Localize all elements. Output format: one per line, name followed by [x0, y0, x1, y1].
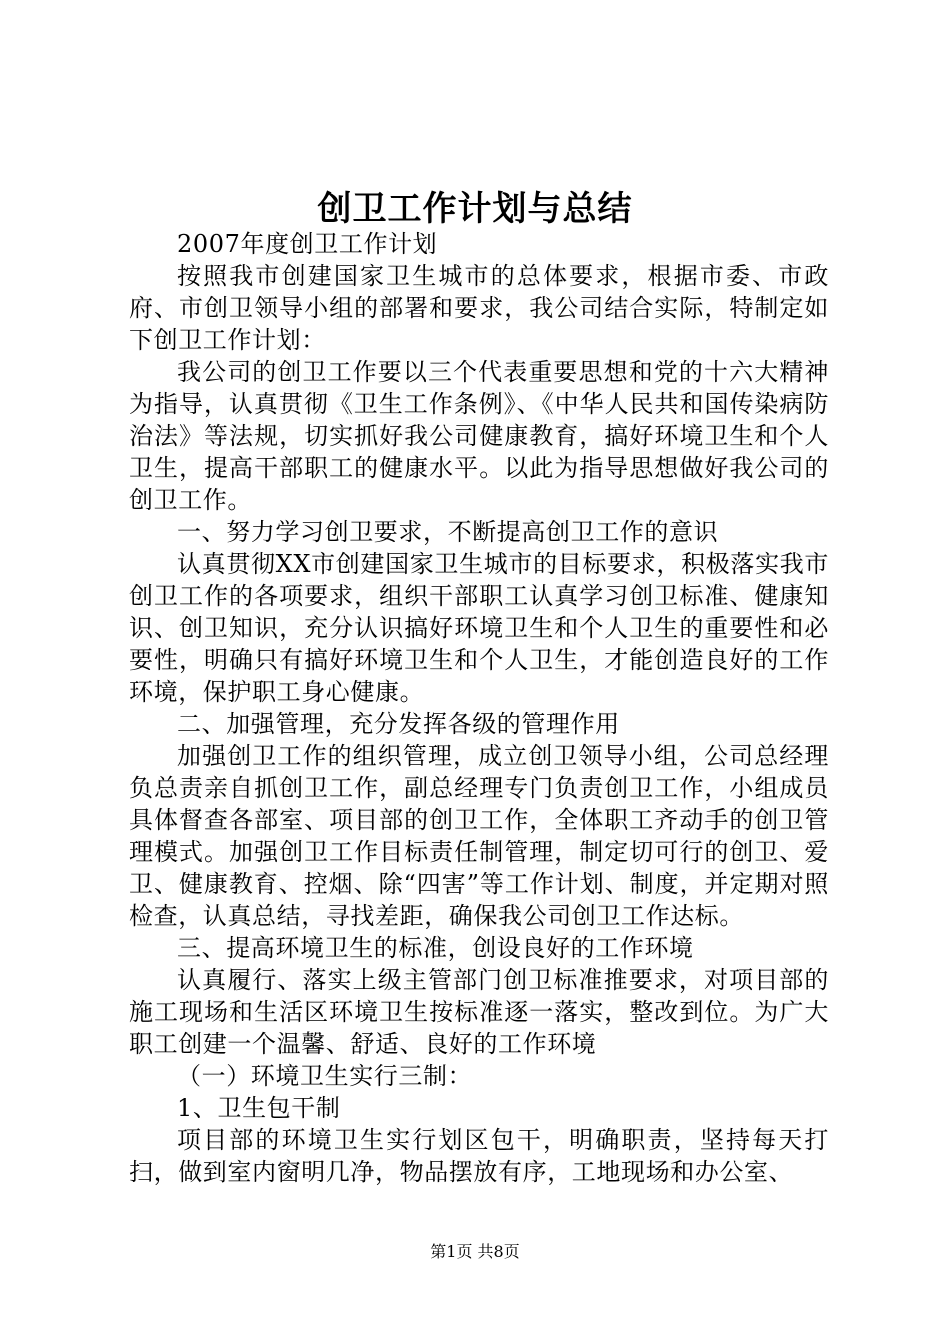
section-heading-3: 三、提高环境卫生的标准，创设良好的工作环境 — [177, 934, 694, 962]
section-heading-plan: 2007年度创卫工作计划 — [177, 230, 438, 258]
document-body — [129, 228, 829, 1188]
page-footer: 第1页 共8页 — [430, 1242, 520, 1261]
item-heading-1: 1、卫生包干制 — [177, 1094, 341, 1122]
paragraph-item-1: 项目部的环境卫生实行划区包干，明确职责，坚持每天打扫，做到室内窗明几净，物品摆放有序，工地现场和办公室、 — [129, 1126, 829, 1186]
subsection-heading-1: （一）环境卫生实行三制： — [177, 1062, 473, 1090]
section-heading-2: 二、加强管理，充分发挥各级的管理作用 — [177, 710, 620, 738]
paragraph-guidance: 我公司的创卫工作要以三个代表重要思想和党的十六大精神为指导，认真贯彻《卫生工作条例》、《中华人民共和国传染病防治法》等法规，切实抓好我公司健康教育，搞好环境卫生和个人卫生，提高干部职工的健康水平。以此为指导思想做好我公司的创卫工作。 — [129, 358, 829, 514]
paragraph-intro: 按照我市创建国家卫生城市的总体要求，根据市委、市政府、市创卫领导小组的部署和要求，我公司结合实际，特制定如下创卫工作计划： — [129, 262, 829, 354]
section-heading-1: 一、努力学习创卫要求，不断提高创卫工作的意识 — [177, 518, 719, 546]
paragraph-section-1: 认真贯彻XX市创建国家卫生城市的目标要求，积极落实我市创卫工作的各项要求，组织干部职工认真学习创卫标准、健康知识、创卫知识，充分认识搞好环境卫生和个人卫生的重要性和必要性，明确只有搞好环境卫生和个人卫生，才能创造良好的工作环境，保护职工身心健康。 — [129, 550, 829, 706]
paragraph-section-2: 加强创卫工作的组织管理，成立创卫领导小组，公司总经理负总责亲自抓创卫工作，副总经理专门负责创卫工作，小组成员具体督查各部室、项目部的创卫工作，全体职工齐动手的创卫管理模式。加强创卫工作目标责任制管理，制定切可行的创卫、爱卫、健康教育、控烟、除“四害”等工作计划、制度，并定期对照检查，认真总结，寻找差距，确保我公司创卫工作达标。 — [129, 742, 829, 930]
paragraph-section-3: 认真履行、落实上级主管部门创卫标准推要求，对项目部的施工现场和生活区环境卫生按标准逐一落实，整改到位。为广大职工创建一个温馨、舒适、良好的工作环境 — [129, 966, 829, 1058]
document-title: 创卫工作计划与总结 — [317, 189, 633, 229]
